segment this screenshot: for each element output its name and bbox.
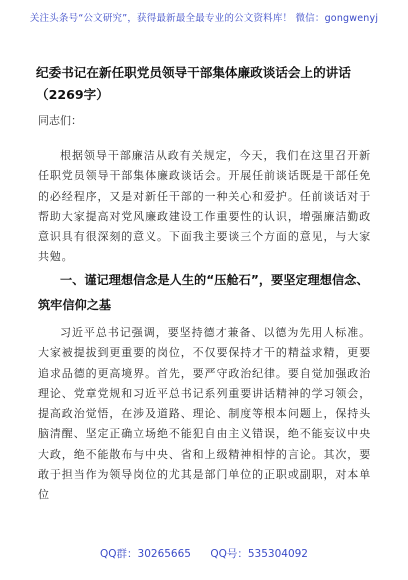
header-banner: 关注头条号“公文研究”，获得最新最全最专业的公文资料库！ 微信：gongwenyj — [29, 13, 379, 24]
section-body-paragraph: 习近平总书记强调，要坚持德才兼备、以德为先用人标准。大家被提拔到更重要的岗位，不仅要保持才干的精益求精，更要追求品德的更高境界。首先，要严守政治纪律。要自觉加强政治理论、党章党规和习近平总书记系列重要讲话精神的学习领会，提高政治觉悟，在涉及道路、理论、制度等根本问题上，保持头脑清醒、坚定正确立场绝不能犯自由主义错误，绝不能妄议中央大政，绝不能散布与中央、省和上级精神相悖的言论。其次，要敢于担当作为领导岗位的尤其是部门单位的正职或副职，对本单位 — [38, 326, 371, 502]
intro-paragraph: 根据领导干部廉洁从政有关规定，今天，我们在这里召开新任职党员领导干部集体廉政谈话会。开展任前谈话既是干部任免的必经程序，又是对新任干部的一种关心和爱护。任前谈话对于帮助大家提高对党风廉政建设工作重要性的认识，增强廉洁勤政意识具有很深刻的意义。下面我主要谈三个方面的意见，与大家共勉。 — [38, 149, 371, 264]
footer-qq-number: QQ号：535304092 — [210, 548, 308, 560]
page-title: 纪委书记在新任职党员领导干部集体廉政谈话会上的讲话（2269字） — [36, 65, 351, 102]
footer-contact — [0, 546, 408, 561]
footer-qq-group: QQ群：30265665 — [100, 548, 191, 560]
section-heading: 一、谨记理想信念是人生的“压舱石”，要坚定理想信念、筑牢信仰之基 — [38, 273, 369, 312]
salutation: 同志们： — [38, 114, 82, 127]
